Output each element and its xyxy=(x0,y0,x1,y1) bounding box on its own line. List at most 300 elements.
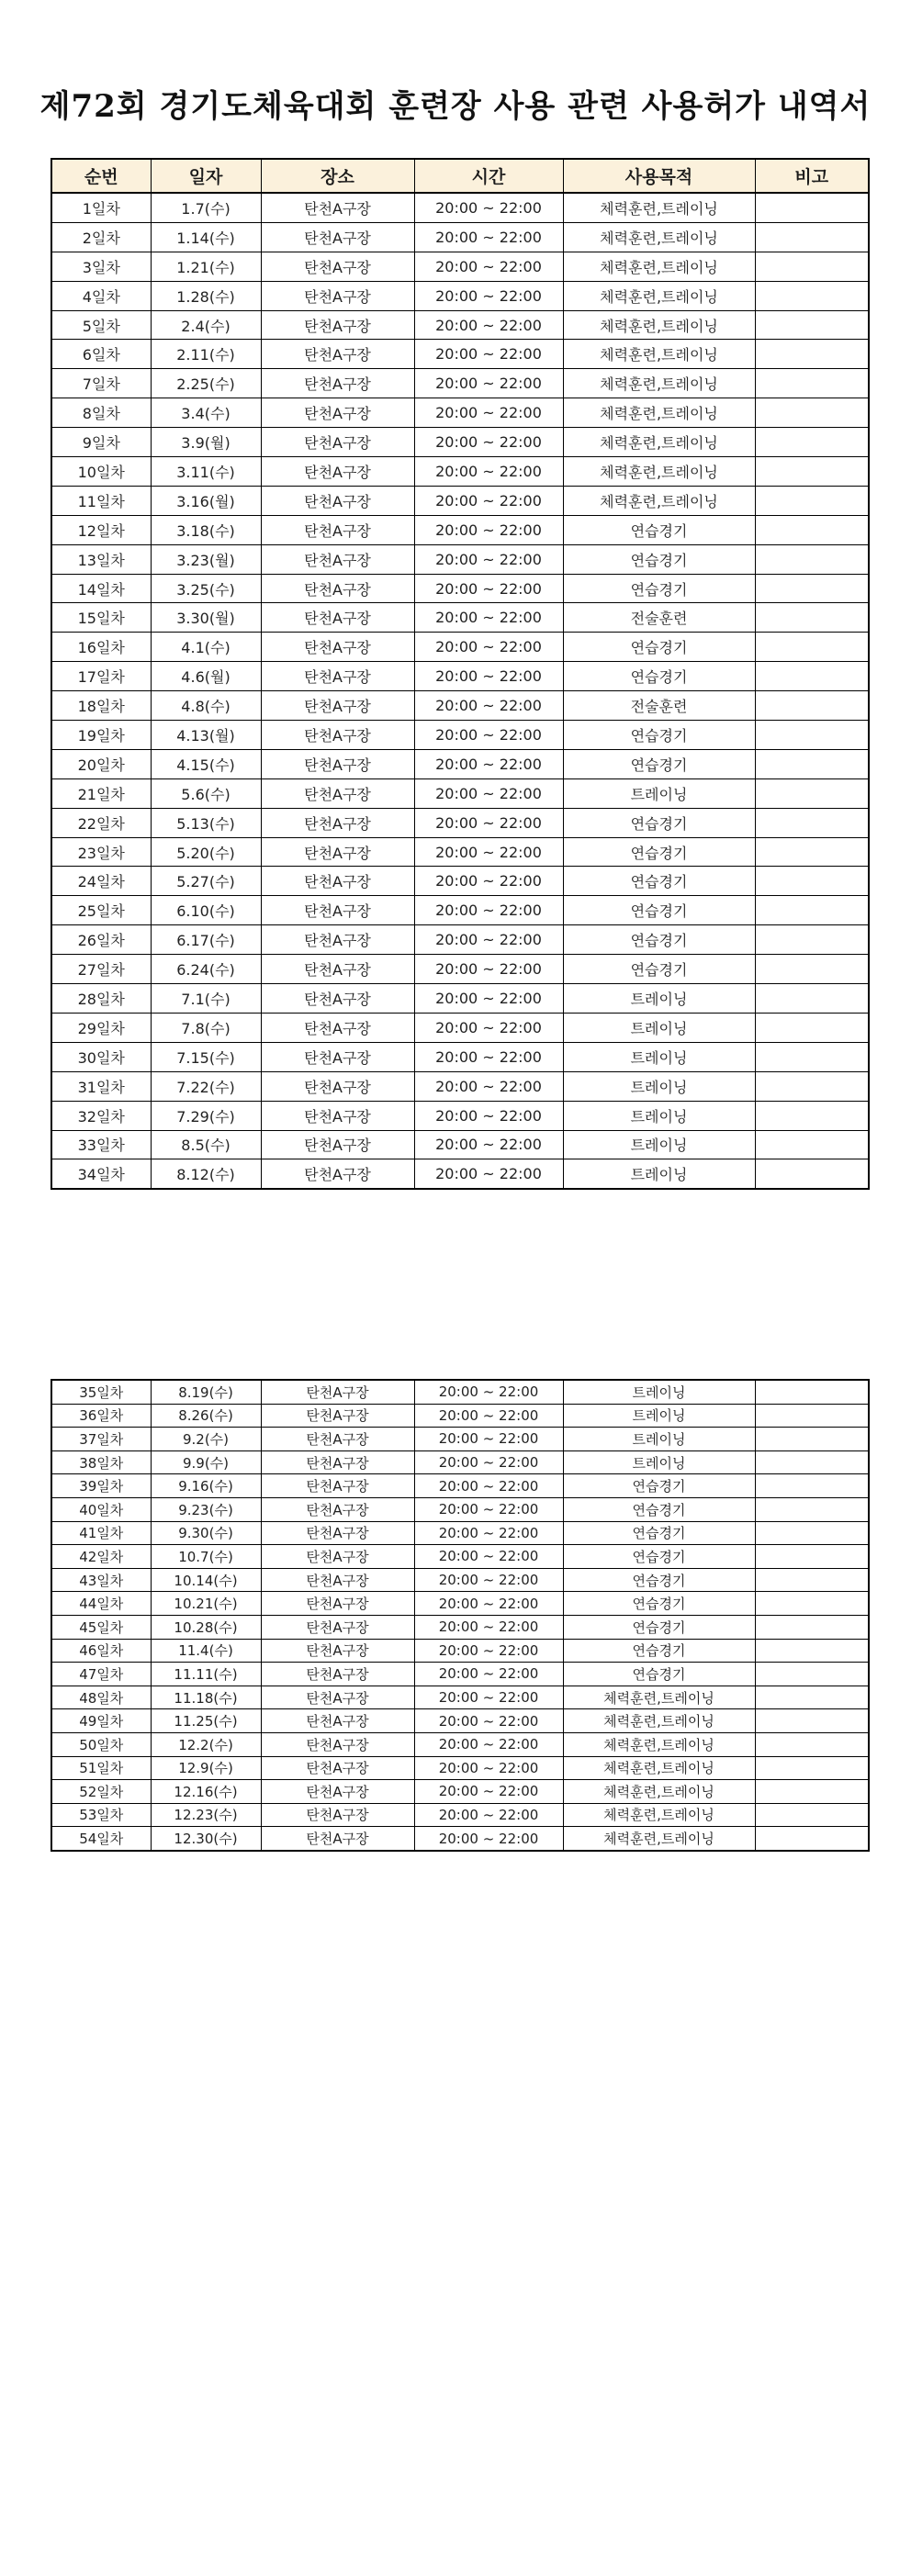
cell-time: 20:00 ~ 22:00 xyxy=(414,1615,563,1639)
cell-date: 10.7(수) xyxy=(151,1545,261,1569)
table-row xyxy=(51,1013,869,1042)
table-row xyxy=(51,222,869,252)
cell-date: 10.14(수) xyxy=(151,1568,261,1592)
table-row xyxy=(51,428,869,457)
column-header-date: 일자 xyxy=(151,159,261,193)
table-row xyxy=(51,1042,869,1071)
cell-date: 5.13(수) xyxy=(151,808,261,837)
cell-time: 20:00 ~ 22:00 xyxy=(414,1780,563,1804)
table-row xyxy=(51,1615,869,1639)
table-row xyxy=(51,778,869,808)
cell-no: 11일차 xyxy=(51,486,151,515)
column-header-note: 비고 xyxy=(755,159,869,193)
cell-time: 20:00 ~ 22:00 xyxy=(414,1568,563,1592)
cell-no: 30일차 xyxy=(51,1042,151,1071)
cell-no: 2일차 xyxy=(51,222,151,252)
cell-date: 2.25(수) xyxy=(151,369,261,398)
cell-place: 탄천A구장 xyxy=(261,222,414,252)
cell-purpose: 연습경기 xyxy=(563,544,755,574)
cell-date: 5.6(수) xyxy=(151,778,261,808)
cell-time: 20:00 ~ 22:00 xyxy=(414,984,563,1014)
cell-no: 3일차 xyxy=(51,252,151,281)
cell-date: 3.4(수) xyxy=(151,398,261,428)
cell-no: 28일차 xyxy=(51,984,151,1014)
cell-time: 20:00 ~ 22:00 xyxy=(414,544,563,574)
cell-no: 51일차 xyxy=(51,1756,151,1780)
cell-place: 탄천A구장 xyxy=(261,1709,414,1733)
cell-purpose: 연습경기 xyxy=(563,1521,755,1545)
schedule-table-page-2 xyxy=(51,1379,870,1852)
cell-no: 32일차 xyxy=(51,1101,151,1130)
cell-note xyxy=(755,1803,869,1827)
table-row xyxy=(51,1521,869,1545)
cell-place: 탄천A구장 xyxy=(261,662,414,691)
cell-note xyxy=(755,955,869,984)
table-row xyxy=(51,1827,869,1851)
cell-place: 탄천A구장 xyxy=(261,1497,414,1521)
cell-purpose: 연습경기 xyxy=(563,1474,755,1498)
cell-note xyxy=(755,691,869,721)
table-row xyxy=(51,252,869,281)
cell-place: 탄천A구장 xyxy=(261,398,414,428)
table-row xyxy=(51,1732,869,1756)
cell-time: 20:00 ~ 22:00 xyxy=(414,1428,563,1451)
cell-date: 11.18(수) xyxy=(151,1686,261,1709)
cell-no: 14일차 xyxy=(51,574,151,603)
cell-no: 40일차 xyxy=(51,1497,151,1521)
cell-date: 2.11(수) xyxy=(151,340,261,369)
table-row xyxy=(51,457,869,487)
cell-date: 9.30(수) xyxy=(151,1521,261,1545)
cell-no: 16일차 xyxy=(51,633,151,662)
table-row xyxy=(51,808,869,837)
table-row xyxy=(51,1639,869,1663)
cell-place: 탄천A구장 xyxy=(261,1071,414,1101)
cell-note xyxy=(755,1380,869,1404)
cell-date: 8.26(수) xyxy=(151,1404,261,1428)
cell-time: 20:00 ~ 22:00 xyxy=(414,1732,563,1756)
cell-place: 탄천A구장 xyxy=(261,691,414,721)
cell-purpose: 트레이닝 xyxy=(563,1013,755,1042)
cell-time: 20:00 ~ 22:00 xyxy=(414,1639,563,1663)
cell-time: 20:00 ~ 22:00 xyxy=(414,1042,563,1071)
cell-purpose: 연습경기 xyxy=(563,808,755,837)
cell-place: 탄천A구장 xyxy=(261,1732,414,1756)
cell-note xyxy=(755,984,869,1014)
cell-note xyxy=(755,1101,869,1130)
cell-time: 20:00 ~ 22:00 xyxy=(414,252,563,281)
table-row xyxy=(51,896,869,925)
cell-purpose: 트레이닝 xyxy=(563,1428,755,1451)
table-row xyxy=(51,1686,869,1709)
cell-date: 5.20(수) xyxy=(151,837,261,867)
cell-purpose: 트레이닝 xyxy=(563,1101,755,1130)
cell-place: 탄천A구장 xyxy=(261,1615,414,1639)
cell-place: 탄천A구장 xyxy=(261,1521,414,1545)
cell-purpose: 체력훈련,트레이닝 xyxy=(563,1732,755,1756)
table-row xyxy=(51,1380,869,1404)
cell-date: 9.16(수) xyxy=(151,1474,261,1498)
cell-note xyxy=(755,193,869,222)
cell-no: 7일차 xyxy=(51,369,151,398)
cell-no: 10일차 xyxy=(51,457,151,487)
cell-no: 41일차 xyxy=(51,1521,151,1545)
cell-time: 20:00 ~ 22:00 xyxy=(414,310,563,340)
cell-note xyxy=(755,925,869,955)
cell-purpose: 연습경기 xyxy=(563,1568,755,1592)
cell-purpose: 트레이닝 xyxy=(563,1042,755,1071)
cell-no: 46일차 xyxy=(51,1639,151,1663)
cell-purpose: 체력훈련,트레이닝 xyxy=(563,281,755,310)
cell-no: 35일차 xyxy=(51,1380,151,1404)
cell-place: 탄천A구장 xyxy=(261,867,414,896)
cell-no: 22일차 xyxy=(51,808,151,837)
cell-no: 37일차 xyxy=(51,1428,151,1451)
cell-note xyxy=(755,1071,869,1101)
cell-note xyxy=(755,808,869,837)
cell-place: 탄천A구장 xyxy=(261,955,414,984)
cell-no: 54일차 xyxy=(51,1827,151,1851)
cell-place: 탄천A구장 xyxy=(261,515,414,544)
cell-date: 7.29(수) xyxy=(151,1101,261,1130)
cell-time: 20:00 ~ 22:00 xyxy=(414,1404,563,1428)
cell-time: 20:00 ~ 22:00 xyxy=(414,1803,563,1827)
cell-place: 탄천A구장 xyxy=(261,1380,414,1404)
cell-date: 1.28(수) xyxy=(151,281,261,310)
cell-time: 20:00 ~ 22:00 xyxy=(414,281,563,310)
cell-date: 1.14(수) xyxy=(151,222,261,252)
cell-no: 34일차 xyxy=(51,1159,151,1189)
cell-purpose: 전술훈련 xyxy=(563,691,755,721)
column-header-place: 장소 xyxy=(261,159,414,193)
cell-time: 20:00 ~ 22:00 xyxy=(414,1592,563,1616)
cell-date: 11.25(수) xyxy=(151,1709,261,1733)
cell-no: 25일차 xyxy=(51,896,151,925)
cell-date: 3.11(수) xyxy=(151,457,261,487)
cell-note xyxy=(755,1042,869,1071)
cell-date: 7.1(수) xyxy=(151,984,261,1014)
column-header-purpose: 사용목적 xyxy=(563,159,755,193)
cell-date: 9.9(수) xyxy=(151,1450,261,1474)
cell-no: 19일차 xyxy=(51,721,151,750)
table-row xyxy=(51,984,869,1014)
cell-purpose: 연습경기 xyxy=(563,1497,755,1521)
table-row xyxy=(51,340,869,369)
cell-purpose: 연습경기 xyxy=(563,1592,755,1616)
cell-time: 20:00 ~ 22:00 xyxy=(414,691,563,721)
cell-no: 44일차 xyxy=(51,1592,151,1616)
cell-no: 12일차 xyxy=(51,515,151,544)
cell-no: 18일차 xyxy=(51,691,151,721)
cell-time: 20:00 ~ 22:00 xyxy=(414,808,563,837)
cell-time: 20:00 ~ 22:00 xyxy=(414,867,563,896)
cell-place: 탄천A구장 xyxy=(261,1639,414,1663)
cell-place: 탄천A구장 xyxy=(261,1404,414,1428)
cell-time: 20:00 ~ 22:00 xyxy=(414,193,563,222)
cell-place: 탄천A구장 xyxy=(261,457,414,487)
cell-purpose: 연습경기 xyxy=(563,1615,755,1639)
cell-purpose: 체력훈련,트레이닝 xyxy=(563,340,755,369)
cell-date: 4.8(수) xyxy=(151,691,261,721)
cell-place: 탄천A구장 xyxy=(261,808,414,837)
cell-purpose: 체력훈련,트레이닝 xyxy=(563,486,755,515)
table-row xyxy=(51,398,869,428)
cell-note xyxy=(755,252,869,281)
cell-date: 6.10(수) xyxy=(151,896,261,925)
cell-purpose: 트레이닝 xyxy=(563,1159,755,1189)
cell-date: 12.2(수) xyxy=(151,1732,261,1756)
table-body xyxy=(51,193,869,1189)
table-row xyxy=(51,1756,869,1780)
cell-purpose: 트레이닝 xyxy=(563,1071,755,1101)
cell-note xyxy=(755,222,869,252)
cell-date: 12.23(수) xyxy=(151,1803,261,1827)
cell-note xyxy=(755,398,869,428)
table-row xyxy=(51,193,869,222)
table-row xyxy=(51,1545,869,1569)
cell-no: 21일차 xyxy=(51,778,151,808)
cell-note xyxy=(755,1159,869,1189)
cell-note xyxy=(755,1521,869,1545)
cell-no: 50일차 xyxy=(51,1732,151,1756)
cell-time: 20:00 ~ 22:00 xyxy=(414,633,563,662)
cell-place: 탄천A구장 xyxy=(261,1474,414,1498)
cell-purpose: 체력훈련,트레이닝 xyxy=(563,1803,755,1827)
cell-purpose: 체력훈련,트레이닝 xyxy=(563,1686,755,1709)
cell-time: 20:00 ~ 22:00 xyxy=(414,369,563,398)
cell-date: 7.15(수) xyxy=(151,1042,261,1071)
table-row xyxy=(51,1101,869,1130)
cell-note xyxy=(755,867,869,896)
cell-purpose: 연습경기 xyxy=(563,633,755,662)
cell-date: 6.17(수) xyxy=(151,925,261,955)
cell-place: 탄천A구장 xyxy=(261,896,414,925)
cell-no: 6일차 xyxy=(51,340,151,369)
cell-place: 탄천A구장 xyxy=(261,428,414,457)
cell-place: 탄천A구장 xyxy=(261,340,414,369)
table-row xyxy=(51,1592,869,1616)
cell-purpose: 트레이닝 xyxy=(563,1450,755,1474)
cell-time: 20:00 ~ 22:00 xyxy=(414,1159,563,1189)
cell-purpose: 연습경기 xyxy=(563,955,755,984)
cell-place: 탄천A구장 xyxy=(261,252,414,281)
cell-time: 20:00 ~ 22:00 xyxy=(414,1827,563,1851)
cell-no: 45일차 xyxy=(51,1615,151,1639)
cell-no: 48일차 xyxy=(51,1686,151,1709)
cell-time: 20:00 ~ 22:00 xyxy=(414,1756,563,1780)
cell-place: 탄천A구장 xyxy=(261,603,414,633)
cell-note xyxy=(755,1474,869,1498)
cell-purpose: 체력훈련,트레이닝 xyxy=(563,457,755,487)
cell-note xyxy=(755,544,869,574)
cell-no: 4일차 xyxy=(51,281,151,310)
cell-place: 탄천A구장 xyxy=(261,544,414,574)
cell-note xyxy=(755,1663,869,1686)
cell-note xyxy=(755,721,869,750)
table-row xyxy=(51,1159,869,1189)
cell-time: 20:00 ~ 22:00 xyxy=(414,457,563,487)
cell-note xyxy=(755,310,869,340)
table-row xyxy=(51,721,869,750)
cell-note xyxy=(755,1428,869,1451)
cell-time: 20:00 ~ 22:00 xyxy=(414,1013,563,1042)
cell-date: 10.28(수) xyxy=(151,1615,261,1639)
cell-time: 20:00 ~ 22:00 xyxy=(414,1709,563,1733)
cell-no: 23일차 xyxy=(51,837,151,867)
cell-date: 8.12(수) xyxy=(151,1159,261,1189)
cell-no: 27일차 xyxy=(51,955,151,984)
cell-note xyxy=(755,574,869,603)
cell-date: 7.8(수) xyxy=(151,1013,261,1042)
cell-no: 17일차 xyxy=(51,662,151,691)
cell-time: 20:00 ~ 22:00 xyxy=(414,1545,563,1569)
cell-purpose: 연습경기 xyxy=(563,574,755,603)
cell-time: 20:00 ~ 22:00 xyxy=(414,778,563,808)
cell-purpose: 체력훈련,트레이닝 xyxy=(563,252,755,281)
cell-date: 8.5(수) xyxy=(151,1130,261,1159)
cell-place: 탄천A구장 xyxy=(261,984,414,1014)
cell-date: 12.30(수) xyxy=(151,1827,261,1851)
cell-date: 8.19(수) xyxy=(151,1380,261,1404)
cell-note xyxy=(755,1732,869,1756)
cell-purpose: 연습경기 xyxy=(563,662,755,691)
table-row xyxy=(51,603,869,633)
cell-time: 20:00 ~ 22:00 xyxy=(414,486,563,515)
cell-place: 탄천A구장 xyxy=(261,1686,414,1709)
table-row xyxy=(51,574,869,603)
table-row xyxy=(51,1663,869,1686)
cell-date: 3.30(월) xyxy=(151,603,261,633)
cell-date: 9.23(수) xyxy=(151,1497,261,1521)
table-row xyxy=(51,1568,869,1592)
cell-time: 20:00 ~ 22:00 xyxy=(414,1071,563,1101)
cell-date: 4.15(수) xyxy=(151,749,261,778)
cell-no: 43일차 xyxy=(51,1568,151,1592)
cell-place: 탄천A구장 xyxy=(261,1159,414,1189)
cell-time: 20:00 ~ 22:00 xyxy=(414,1497,563,1521)
cell-time: 20:00 ~ 22:00 xyxy=(414,1380,563,1404)
cell-place: 탄천A구장 xyxy=(261,310,414,340)
table-row xyxy=(51,281,869,310)
cell-purpose: 연습경기 xyxy=(563,721,755,750)
cell-place: 탄천A구장 xyxy=(261,193,414,222)
table-row xyxy=(51,1404,869,1428)
table-row xyxy=(51,1071,869,1101)
cell-purpose: 체력훈련,트레이닝 xyxy=(563,1709,755,1733)
cell-date: 1.21(수) xyxy=(151,252,261,281)
cell-time: 20:00 ~ 22:00 xyxy=(414,1101,563,1130)
table-row xyxy=(51,369,869,398)
cell-date: 2.4(수) xyxy=(151,310,261,340)
cell-date: 9.2(수) xyxy=(151,1428,261,1451)
table-row xyxy=(51,925,869,955)
schedule-table-page-1 xyxy=(51,158,870,1190)
cell-date: 4.1(수) xyxy=(151,633,261,662)
cell-time: 20:00 ~ 22:00 xyxy=(414,398,563,428)
cell-date: 3.9(월) xyxy=(151,428,261,457)
cell-no: 8일차 xyxy=(51,398,151,428)
cell-time: 20:00 ~ 22:00 xyxy=(414,603,563,633)
cell-note xyxy=(755,281,869,310)
cell-no: 33일차 xyxy=(51,1130,151,1159)
cell-place: 탄천A구장 xyxy=(261,1780,414,1804)
cell-purpose: 연습경기 xyxy=(563,749,755,778)
cell-place: 탄천A구장 xyxy=(261,1803,414,1827)
cell-purpose: 연습경기 xyxy=(563,837,755,867)
cell-date: 6.24(수) xyxy=(151,955,261,984)
cell-note xyxy=(755,1639,869,1663)
cell-note xyxy=(755,457,869,487)
column-header-no: 순번 xyxy=(51,159,151,193)
cell-time: 20:00 ~ 22:00 xyxy=(414,1686,563,1709)
cell-time: 20:00 ~ 22:00 xyxy=(414,1130,563,1159)
table-row xyxy=(51,310,869,340)
cell-date: 3.16(월) xyxy=(151,486,261,515)
cell-note xyxy=(755,1756,869,1780)
cell-note xyxy=(755,1404,869,1428)
cell-no: 31일차 xyxy=(51,1071,151,1101)
table-row xyxy=(51,1803,869,1827)
cell-time: 20:00 ~ 22:00 xyxy=(414,1450,563,1474)
cell-note xyxy=(755,1013,869,1042)
cell-time: 20:00 ~ 22:00 xyxy=(414,749,563,778)
cell-no: 9일차 xyxy=(51,428,151,457)
cell-note xyxy=(755,1709,869,1733)
cell-no: 13일차 xyxy=(51,544,151,574)
cell-place: 탄천A구장 xyxy=(261,574,414,603)
table-row xyxy=(51,749,869,778)
cell-purpose: 연습경기 xyxy=(563,896,755,925)
cell-purpose: 트레이닝 xyxy=(563,778,755,808)
cell-place: 탄천A구장 xyxy=(261,1756,414,1780)
cell-purpose: 체력훈련,트레이닝 xyxy=(563,1827,755,1851)
cell-time: 20:00 ~ 22:00 xyxy=(414,574,563,603)
cell-purpose: 체력훈련,트레이닝 xyxy=(563,398,755,428)
cell-note xyxy=(755,603,869,633)
table-row xyxy=(51,662,869,691)
table-row xyxy=(51,1130,869,1159)
cell-time: 20:00 ~ 22:00 xyxy=(414,1663,563,1686)
cell-place: 탄천A구장 xyxy=(261,281,414,310)
cell-time: 20:00 ~ 22:00 xyxy=(414,662,563,691)
cell-date: 12.9(수) xyxy=(151,1756,261,1780)
cell-no: 49일차 xyxy=(51,1709,151,1733)
cell-date: 4.6(월) xyxy=(151,662,261,691)
table-row xyxy=(51,837,869,867)
cell-place: 탄천A구장 xyxy=(261,1545,414,1569)
cell-note xyxy=(755,662,869,691)
cell-note xyxy=(755,633,869,662)
cell-no: 39일차 xyxy=(51,1474,151,1498)
cell-no: 53일차 xyxy=(51,1803,151,1827)
table-row xyxy=(51,1709,869,1733)
table-row xyxy=(51,691,869,721)
cell-date: 11.4(수) xyxy=(151,1639,261,1663)
cell-purpose: 트레이닝 xyxy=(563,1380,755,1404)
cell-purpose: 체력훈련,트레이닝 xyxy=(563,222,755,252)
table-row xyxy=(51,1497,869,1521)
cell-date: 12.16(수) xyxy=(151,1780,261,1804)
cell-note xyxy=(755,1130,869,1159)
cell-date: 3.25(수) xyxy=(151,574,261,603)
cell-time: 20:00 ~ 22:00 xyxy=(414,955,563,984)
cell-purpose: 전술훈련 xyxy=(563,603,755,633)
cell-no: 42일차 xyxy=(51,1545,151,1569)
table-row xyxy=(51,1450,869,1474)
cell-note xyxy=(755,1615,869,1639)
cell-time: 20:00 ~ 22:00 xyxy=(414,515,563,544)
cell-purpose: 연습경기 xyxy=(563,1663,755,1686)
